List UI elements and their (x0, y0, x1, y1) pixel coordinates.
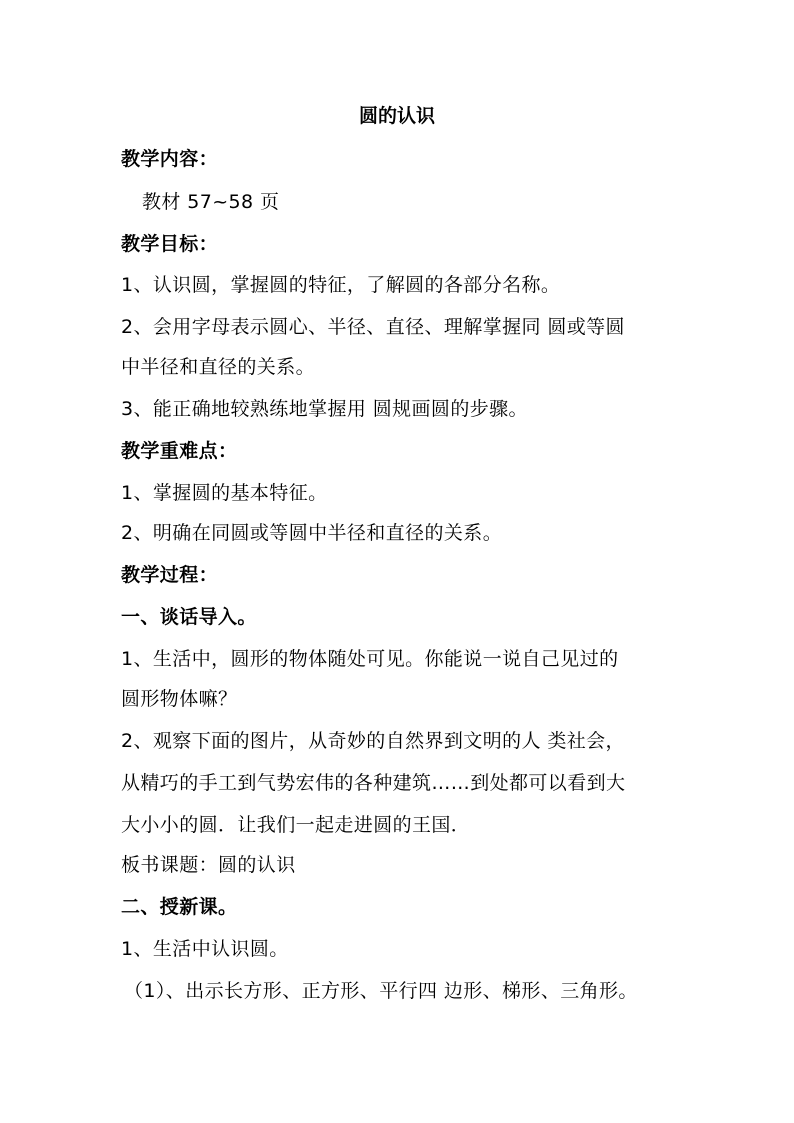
process-2-line-1: 2、观察下面的图片，从奇妙的自然界到文明的人 类社会， (121, 730, 625, 752)
textbook-pages: 教材 57~58 页 (142, 191, 280, 213)
heading-key-points: 教学重难点： (121, 440, 238, 462)
section-2-item-1-sub-1: （1）、出示长方形、正方形、平行四 边形、梯形、三角形。 (124, 980, 638, 1002)
goal-3: 3、能正确地较熟练地掌握用 圆规画圆的步骤。 (121, 398, 528, 420)
board-topic: 板书课题：圆的认识 (121, 854, 296, 876)
heading-teaching-goals: 教学目标： (121, 233, 219, 255)
goal-2-line-1: 2、会用字母表示圆心、半径、直径、理解掌握同 圆或等圆 (121, 316, 625, 338)
key-point-2: 2、明确在同圆或等圆中半径和直径的关系。 (121, 522, 503, 544)
section-1-heading: 一、谈话导入。 (121, 606, 257, 628)
process-2-line-2: 从精巧的手工到气势宏伟的各种建筑……到处都可以看到大 (121, 772, 626, 794)
heading-teaching-process: 教学过程： (121, 564, 219, 586)
section-2-heading: 二、授新课。 (121, 896, 238, 918)
key-point-1: 1、掌握圆的基本特征。 (121, 482, 328, 504)
process-1-line-2: 圆形物体嘛？ (121, 688, 238, 710)
goal-2-line-2: 中半径和直径的关系。 (121, 356, 316, 378)
process-1-line-1: 1、生活中，圆形的物体随处可见。你能说一说自己见过的 (121, 648, 619, 670)
document-title: 圆的认识 (358, 105, 435, 127)
process-2-line-3: 大小小的圆．让我们一起走进圆的王国． (121, 814, 471, 836)
section-2-item-1: 1、生活中认识圆。 (121, 938, 289, 960)
heading-teaching-content: 教学内容： (121, 148, 219, 170)
goal-1: 1、认识圆，掌握圆的特征，了解圆的各部分名称。 (121, 274, 561, 296)
